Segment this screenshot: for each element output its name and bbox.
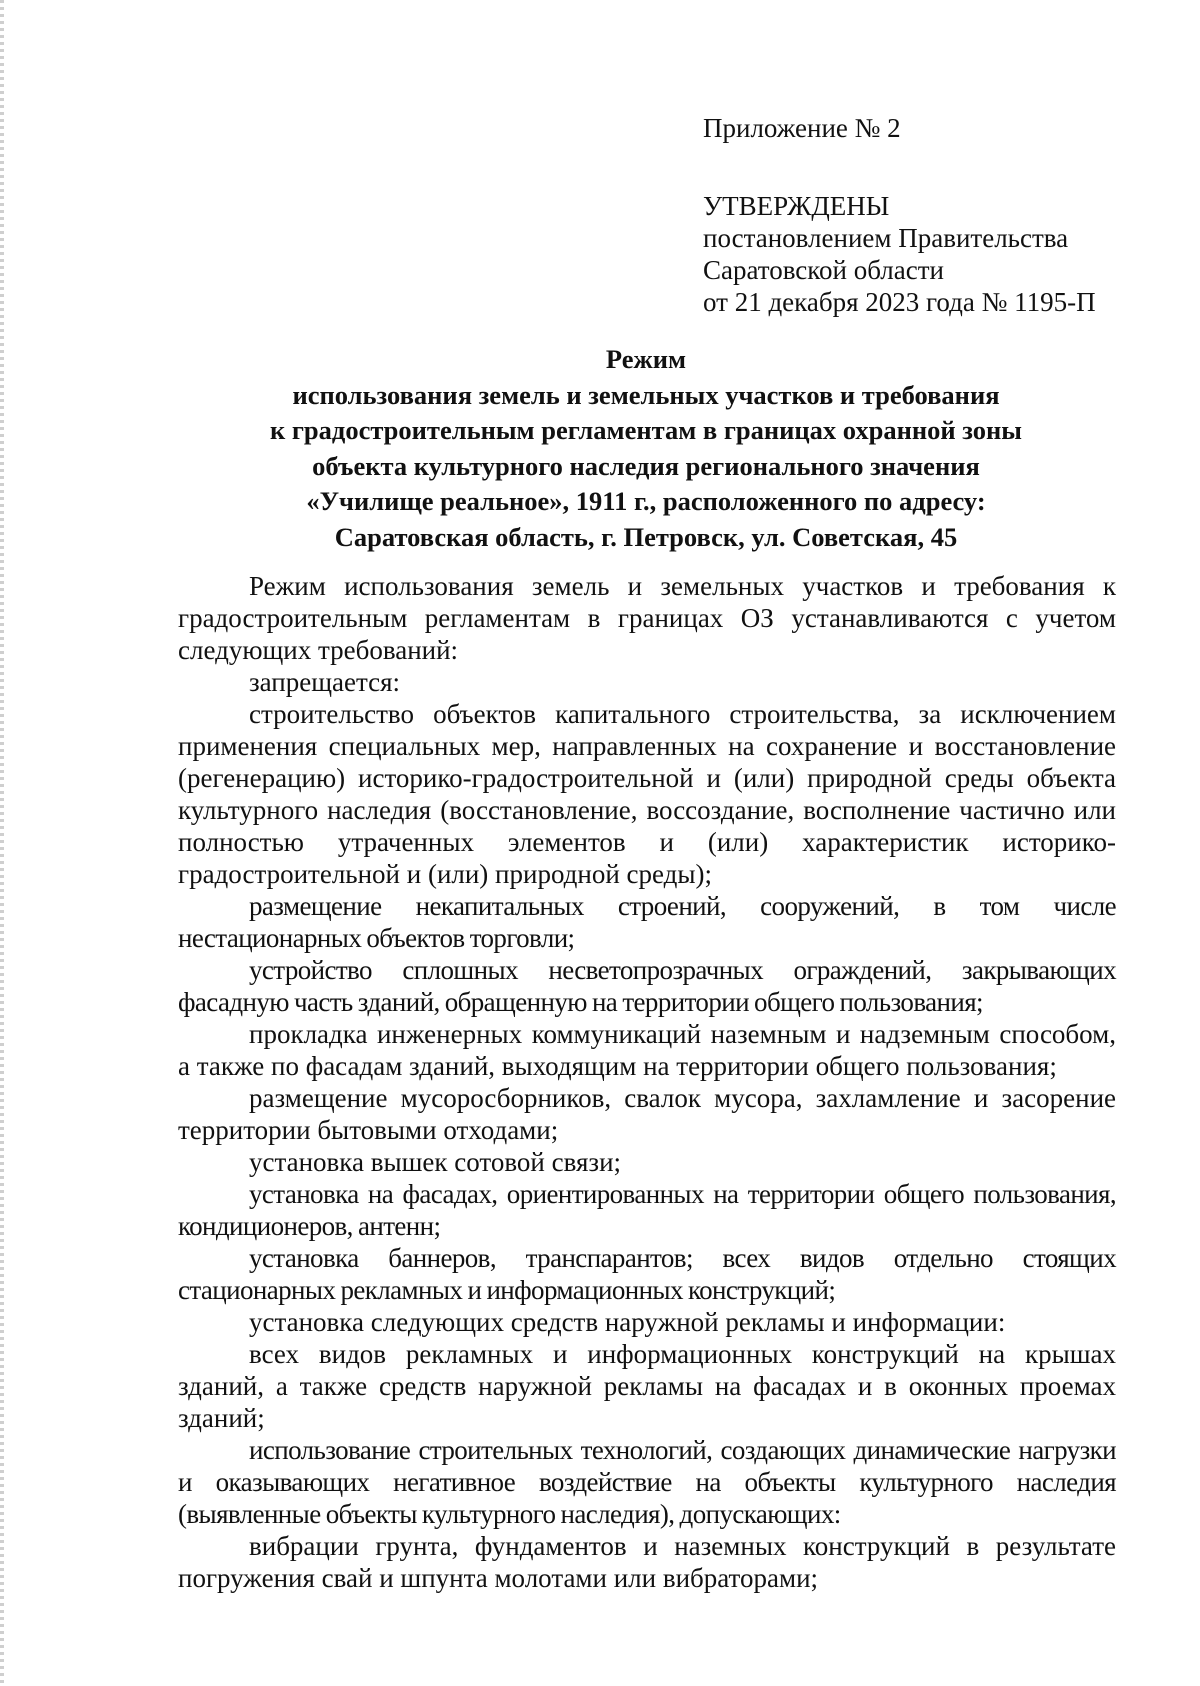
approval-block [703,112,1143,318]
paragraph-item: установка следующих средств наружной рекламы и информации: [249,1307,1006,1337]
approval-line-1: постановлением Правительства [703,223,1069,253]
paragraph-prohibited: запрещается: [249,667,401,697]
annex-number: Приложение № 2 [703,113,901,143]
paragraph-item: вибрации грунта, фундаментов и наземных конструкций в результате погружения свай и шпунта молотами или вибраторами; [178,1531,1116,1593]
paragraph-item: всех видов рекламных и информационных конструкций на крышах зданий, а также средств наружной рекламы на фасадах и в оконных проемах зданий; [178,1339,1116,1433]
paragraph-item: использование строительных технологий, создающих динамические нагрузки и оказывающих негативное воздействие на объекты культурного наследия (выявленные объекты культурного наследия), допускающих: [178,1435,1116,1529]
paragraph-item: установка вышек сотовой связи; [249,1147,622,1177]
approved-heading: УТВЕРЖДЕНЫ [703,191,890,221]
paragraph-item: строительство объектов капитального строительства, за исключением применения специальных мер, направленных на сохранение и восстановление (регенерацию) историко-градостроительной и (или) природной среды объекта культурного наследия (восстановление, воссоздание, восполнение частично или полностью утраченных элементов и (или) характеристик историко-градостроительной и (или) природной среды); [178,699,1116,889]
paragraph-item: прокладка инженерных коммуникаций наземным и надземным способом, а также по фасадам зданий, выходящим на территории общего пользования; [178,1019,1116,1081]
paragraph-item: установка баннеров, транспарантов; всех видов отдельно стоящих стационарных рекламных и информационных конструкций; [178,1243,1116,1305]
title-line: Режим [605,344,687,374]
paragraph-item: установка на фасадах, ориентированных на территории общего пользования, кондиционеров, антенн; [178,1179,1116,1241]
document-title [176,342,1116,555]
paragraph-item: размещение некапитальных строений, сооружений, в том числе нестационарных объектов торговли; [178,891,1116,953]
paragraph-item: размещение мусоросборников, свалок мусора, захламление и засорение территории бытовыми отходами; [178,1083,1116,1145]
approval-line-2: Саратовской области [703,255,944,285]
scan-edge-mark [0,0,4,1686]
title-line: Саратовская область, г. Петровск, ул. Советская, 45 [334,521,958,552]
paragraph-item: устройство сплошных несветопрозрачных ограждений, закрывающих фасадную часть зданий, обращенную на территории общего пользования; [178,955,1116,1017]
title-line: к градостроительным регламентам в границах охранной зоны [270,415,1022,445]
title-line: «Училище реальное», 1911 г., расположенного по адресу: [306,486,986,516]
title-line: объекта культурного наследия регионального значения [312,450,980,481]
document-body [178,570,1116,1594]
approval-line-3: от 21 декабря 2023 года № 1195-П [703,287,1096,317]
title-line: использования земель и земельных участков и требования [292,379,1000,410]
paragraph-intro: Режим использования земель и земельных участков и требования к градостроительным регламентам в границах ОЗ устанавливаются с учетом следующих требований: [178,571,1116,665]
